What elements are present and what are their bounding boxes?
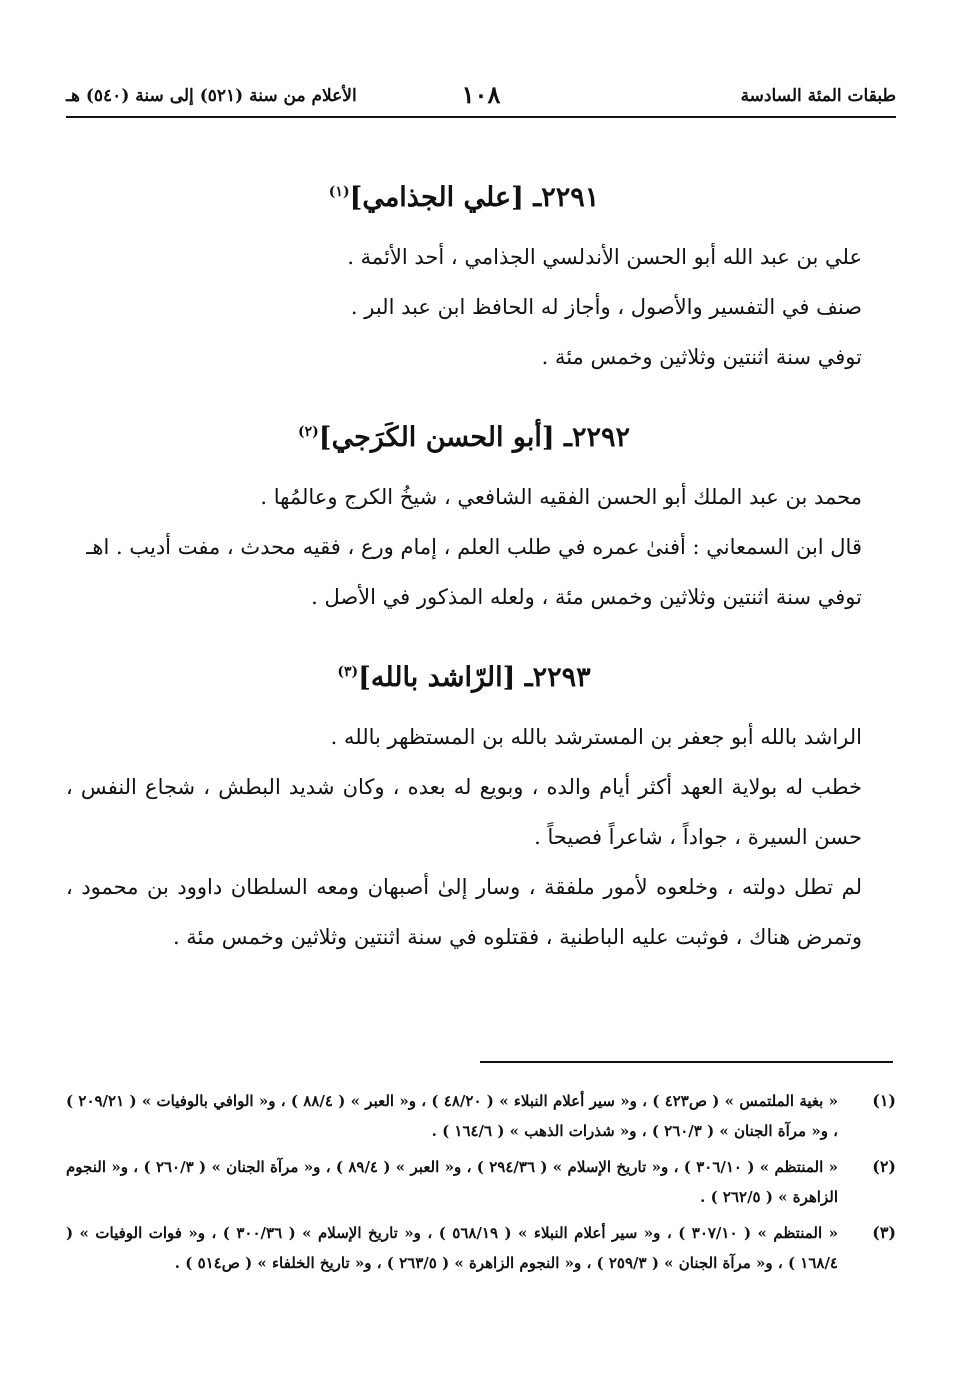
footnote-text: « المنتظم » ( ٣٠٧/١٠ ) ، و« سير أعلام النبلاء » ( ٥٦٨/١٩ ) ، و« تاريخ الإسلام » ( ٣٠٠/٣٦ ) ، و« فوات الوفيات » ( ١٦٨/٤ ) ، و« مرآة الجنان » ( ٢٥٩/٣ ) ، و« النجوم الزاهرة » ( ٢٦٣/٥ ) ، و« تاريخ الخلفاء » ( ص٥١٤ ) . [66, 1224, 838, 1272]
paragraph: صنف في التفسير والأصول ، وأجاز له الحافظ ابن عبد البر . [350, 295, 862, 319]
entry-title [66, 172, 862, 218]
paragraph: لم تطل دولته ، وخلعوه لأمور ملفقة ، وسار إلىٰ أصبهان ومعه السلطان داوود بن محمود ، وتمرض هناك ، فوثبت عليه الباطنية ، فقتلوه في سنة اثنتين وثلاثين وخمس مئة . [66, 875, 862, 949]
header-rule [66, 116, 896, 118]
footnote-number: (٢) [872, 1157, 896, 1176]
entry-title [66, 412, 862, 458]
entry-title-text: ٢٢٩٣ـ [الرّاشد بالله] [358, 662, 591, 693]
page-number: ١٠٨ [461, 80, 501, 109]
entry-2292 [66, 412, 862, 622]
footnote-3 [66, 1218, 896, 1278]
header-section-title: طبقات المئة السادسة [740, 86, 896, 106]
footnote-text: « بغية الملتمس » ( ص٤٢٣ ) ، و« سير أعلام النبلاء » ( ٤٨/٢٠ ) ، و« العبر » ( ٨٨/٤ ) ، و« الوافي بالوفيات » ( ٢٠٩/٢١ ) ، و« مرآة الجنان » ( ٢٦٠/٣ ) ، و« شذرات الذهب » ( ١٦٤/٦ ) . [66, 1092, 838, 1140]
footnote-1 [66, 1086, 896, 1146]
paragraph: علي بن عبد الله أبو الحسن الأندلسي الجذامي ، أحد الأئمة . [347, 245, 862, 269]
entry-title [66, 652, 862, 698]
main-text [66, 172, 862, 992]
paragraph: توفي سنة اثنتين وثلاثين وخمس مئة ، ولعله المذكور في الأصل . [311, 585, 862, 609]
entry-title-text: ٢٢٩١ـ [علي الجذامي] [349, 182, 600, 213]
paragraph: الراشد بالله أبو جعفر بن المسترشد بالله بن المستظهر بالله . [330, 725, 862, 749]
footnote-marker: (٢) [298, 424, 319, 440]
paragraph: محمد بن عبد الملك أبو الحسن الفقيه الشافعي ، شيخُ الكرج وعالمُها . [260, 485, 862, 509]
paragraph: توفي سنة اثنتين وثلاثين وخمس مئة . [541, 345, 862, 369]
footnote-number: (٣) [872, 1223, 896, 1242]
entry-title-text: ٢٢٩٢ـ [أبو الحسن الكَرَجي] [318, 422, 630, 453]
footnote-text: « المنتظم » ( ٣٠٦/١٠ ) ، و« تاريخ الإسلام » ( ٢٩٤/٣٦ ) ، و« العبر » ( ٨٩/٤ ) ، و« مرآة الجنان » ( ٢٦٠/٣ ) ، و« النجوم الزاهرة » ( ٢٦٢/٥ ) . [66, 1158, 838, 1206]
footnotes [66, 1086, 896, 1284]
paragraph: قال ابن السمعاني : أفنىٰ عمره في طلب العلم ، إمام ورع ، فقيه محدث ، مفت أديب . اهـ [86, 535, 862, 559]
paragraph: خطب له بولاية العهد أكثر أيام والده ، وبويع له بعده ، وكان شديد البطش ، شجاع النفس ، حسن السيرة ، جواداً ، شاعراً فصيحاً . [66, 775, 862, 849]
running-header [66, 80, 896, 116]
entry-2291 [66, 172, 862, 382]
footnote-marker: (١) [328, 184, 350, 200]
header-year-range: الأعلام من سنة (٥٢١) إلى سنة (٥٤٠) هـ [66, 86, 357, 106]
footnote-number: (١) [872, 1091, 896, 1110]
footnote-rule [480, 1061, 893, 1063]
footnote-2 [66, 1152, 896, 1212]
entry-2293 [66, 652, 862, 962]
footnote-marker: (٣) [337, 664, 359, 680]
